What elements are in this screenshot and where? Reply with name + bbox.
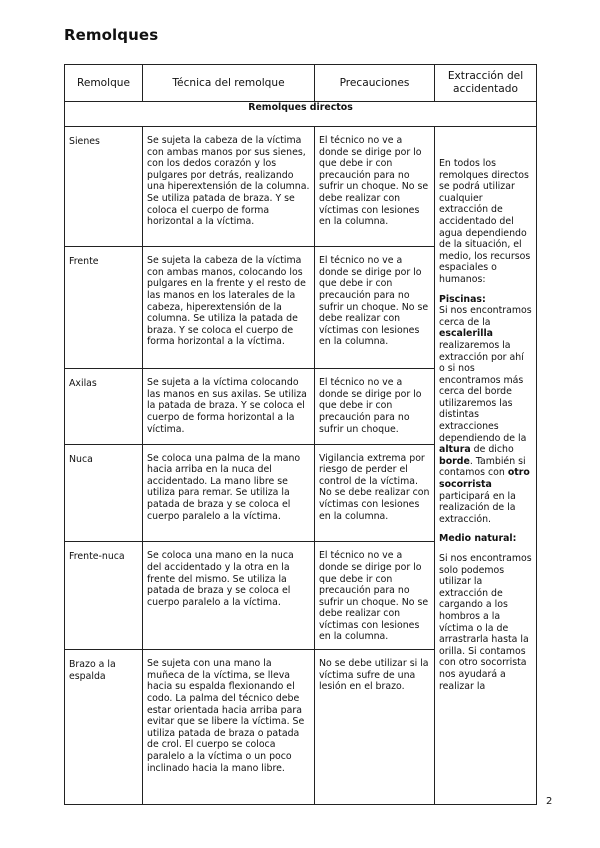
tow-technique: Se sujeta con una mano la muñeca de la víctima, se lleva hacia su espalda flexionando el codo. La palma del técnico debe estar orientada hacia arriba para evitar que se libere la víctima. Se utiliza patada de braza o patada de crol. El cuerpo se coloca paralelo a la víctima o un poco inclinado hacia la mano libre. xyxy=(143,650,315,805)
tow-technique: Se sujeta la cabeza de la víctima con ambas manos por sus sienes, con los dedos corazón y los pulgares por detrás, realizando una hiperextensión de la columna. Se utiliza patada de braza. Y se coloca el cuerpo de forma horizontal a la víctima. xyxy=(143,127,315,247)
table-row xyxy=(65,127,537,247)
natural-paragraph: Si nos encontramos solo podemos utilizar la extracción de cargando a los hombros a la víctima o la de arrastrarla hasta la orilla. Si contamos con otro socorrista nos ayudará a realizar la xyxy=(439,553,532,692)
tow-precautions: Vigilancia extrema por riesgo de perder el control de la víctima. No se debe realizar con víctimas con lesiones en la columna. xyxy=(315,444,435,542)
extraction-text xyxy=(439,158,532,800)
tow-name: Brazo a la espalda xyxy=(65,650,143,805)
towing-table xyxy=(64,64,537,805)
section-row xyxy=(65,102,537,127)
tow-name: Nuca xyxy=(65,444,143,542)
tow-technique: Se sujeta a la víctima colocando las manos en sus axilas. Se utiliza la patada de braza. Y se coloca el cuerpo de forma horizontal a la víctima. xyxy=(143,369,315,444)
header-remolque: Remolque xyxy=(65,65,143,102)
page-title: Remolques xyxy=(64,26,159,44)
tow-precautions: El técnico no ve a donde se dirige por lo que debe ir con precaución para no sufrir un choque. No se debe realizar con víctimas con lesiones en la columna. xyxy=(315,247,435,369)
tow-precautions: El técnico no ve a donde se dirige por lo que debe ir con precaución para no sufrir un choque. No se debe realizar con víctimas con lesiones en la columna. xyxy=(315,542,435,650)
tow-name: Sienes xyxy=(65,127,143,247)
table-header-row xyxy=(65,65,537,102)
section-title: Remolques directos xyxy=(65,102,537,127)
page-number: 2 xyxy=(546,796,553,807)
header-extraccion: Extracción del accidentado xyxy=(435,65,537,102)
tow-precautions: El técnico no ve a donde se dirige por lo que debe ir con precaución para no sufrir un choque. xyxy=(315,369,435,444)
natural-heading: Medio natural: xyxy=(439,533,517,545)
pools-paragraph: Si nos encontramos cerca de la escalerilla realizaremos la extracción por ahí o si nos encontramos más cerca del borde utilizaremos las distintas extracciones dependiendo de la altura de dicho borde. También si contamos con otro socorrista participará en la realización de la extracción. xyxy=(439,305,532,525)
tow-name: Axilas xyxy=(65,369,143,444)
pools-heading: Piscinas: xyxy=(439,293,486,305)
tow-precautions: El técnico no ve a donde se dirige por lo que debe ir con precaución para no sufrir un choque. No se debe realizar con víctimas con lesiones en la columna. xyxy=(315,127,435,247)
tow-name: Frente-nuca xyxy=(65,542,143,650)
extraction-intro: En todos los remolques directos se podrá utilizar cualquier extracción de accidentado del agua dependiendo de la situación, el medio, los recursos espaciales o humanos: xyxy=(439,158,531,285)
tow-precautions: No se debe utilizar si la víctima sufre de una lesión en el brazo. xyxy=(315,650,435,805)
tow-technique: Se coloca una palma de la mano hacia arriba en la nuca del accidentado. La mano libre se utiliza para remar. Se utiliza la patada de braza y se coloca el cuerpo paralelo a la víctima. xyxy=(143,444,315,542)
tow-technique: Se coloca una mano en la nuca del accidentado y la otra en la frente del mismo. Se utiliza la patada de braza y se coloca el cuerpo paralelo a la víctima. xyxy=(143,542,315,650)
header-tecnica: Técnica del remolque xyxy=(143,65,315,102)
tow-name: Frente xyxy=(65,247,143,369)
tow-technique: Se sujeta la cabeza de la víctima con ambas manos, colocando los pulgares en la frente y el resto de las manos en los laterales de la cabeza, hiperextensión de la columna. Se utiliza la patada de braza. Y se coloca el cuerpo de forma horizontal a la víctima. xyxy=(143,247,315,369)
header-precauciones: Precauciones xyxy=(315,65,435,102)
extraction-cell xyxy=(435,127,537,805)
